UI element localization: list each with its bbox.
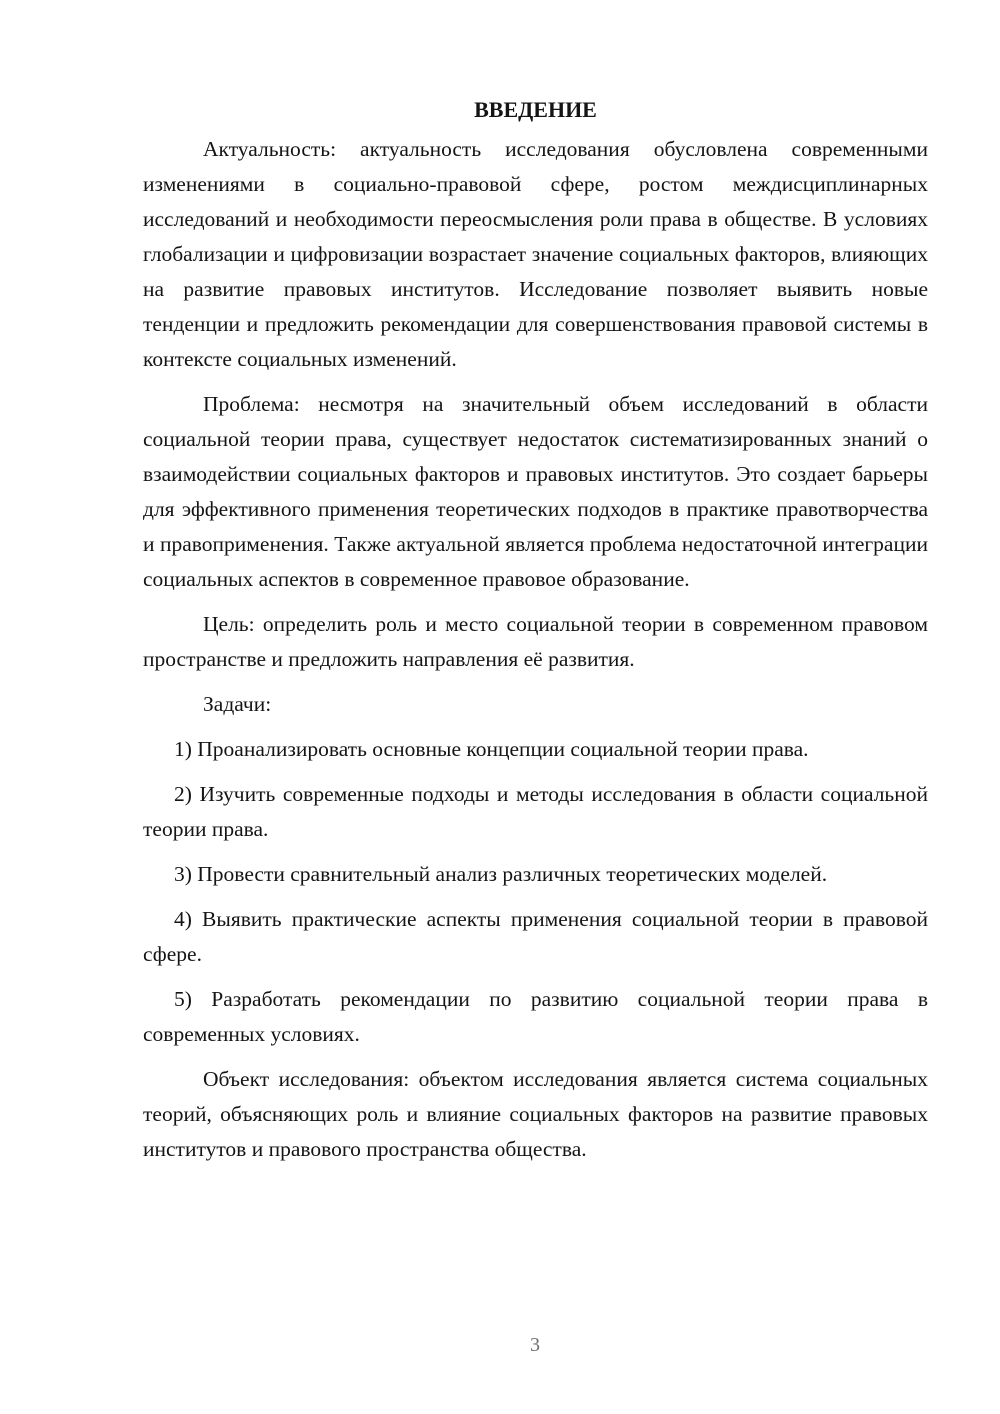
object-paragraph: Объект исследования: объектом исследования является система социальных теорий, объясняющих роль и влияние социальных факторов на развитие правовых институтов и правового пространства общества. (143, 1067, 928, 1161)
relevance-paragraph: Актуальность: актуальность исследования обусловлена современными изменениями в социально-правовой сфере, ростом междисциплинарных исследований и необходимости переосмысления роли права в обществе. В условиях глобализации и цифровизации возрастает значение социальных факторов, влияющих на развитие правовых институтов. Исследование позволяет выявить новые тенденции и предложить рекомендации для совершенствования правовой системы в контексте социальных изменений. (143, 137, 928, 371)
task-item-5: 5) Разработать рекомендации по развитию социальной теории права в современных условиях. (143, 987, 928, 1046)
tasks-label: Задачи: (203, 692, 272, 716)
task-item-4: 4) Выявить практические аспекты применения социальной теории в правовой сфере. (143, 907, 928, 966)
problem-paragraph: Проблема: несмотря на значительный объем исследований в области социальной теории права, существует недостаток систематизированных знаний о взаимодействии социальных факторов и правовых институтов. Это создает барьеры для эффективного применения теоретических подходов в практике правотворчества и правоприменения. Также актуальной является проблема недостаточной интеграции социальных аспектов в современное правовое образование. (143, 392, 928, 591)
document-page (143, 96, 928, 1177)
task-item-1: 1) Проанализировать основные концепции социальной теории права. (174, 737, 809, 761)
goal-paragraph: Цель: определить роль и место социальной теории в современном правовом пространстве и предложить направления её развития. (143, 612, 928, 671)
page-number: 3 (530, 1334, 540, 1356)
task-item-2: 2) Изучить современные подходы и методы исследования в области социальной теории права. (143, 782, 928, 841)
section-heading: ВВЕДЕНИЕ (474, 97, 597, 122)
task-item-3: 3) Провести сравнительный анализ различных теоретических моделей. (174, 862, 828, 886)
